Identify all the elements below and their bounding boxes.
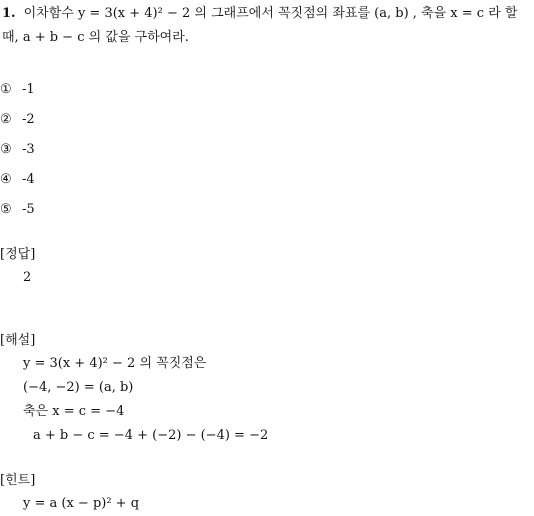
choice-value: -4 xyxy=(22,172,35,187)
choice-item-1[interactable] xyxy=(0,78,35,108)
choice-item-2[interactable] xyxy=(0,108,35,138)
choice-item-3[interactable] xyxy=(0,138,35,168)
question-number: 1. xyxy=(2,6,16,21)
answer-value: 2 xyxy=(23,270,32,285)
explanation-section xyxy=(0,330,268,448)
choice-item-5[interactable] xyxy=(0,198,35,228)
explanation-line-4: a + b − c = −4 + (−2) − (−4) = −2 xyxy=(33,428,269,443)
choice-number: ③ xyxy=(0,142,12,157)
answer-section xyxy=(0,244,35,290)
explanation-line-1: y = 3(x + 4)² − 2 의 꼭짓점은 xyxy=(23,356,207,371)
choice-list xyxy=(0,78,35,228)
hint-title: [힌트] xyxy=(0,473,36,488)
choice-number: ⑤ xyxy=(0,202,12,217)
choice-value: -5 xyxy=(22,202,35,217)
hint-section xyxy=(0,470,139,516)
explanation-line-3: 축은 x = c = −4 xyxy=(23,404,125,419)
answer-title: [정답] xyxy=(0,247,36,262)
explanation-line-2: (−4, −2) = (a, b) xyxy=(23,380,134,395)
choice-value: -2 xyxy=(22,112,35,127)
question-stem xyxy=(2,2,532,50)
question-text: 이차함수 y = 3(x + 4)² − 2 의 그래프에서 꼭짓점의 좌표를 (a, b) , 축을 x = c 라 할 때, a + b − c 의 값을 구하여라. xyxy=(2,6,518,45)
explanation-title: [해설] xyxy=(0,333,36,348)
choice-number: ④ xyxy=(0,172,12,187)
choice-item-4[interactable] xyxy=(0,168,35,198)
hint-formula: y = a (x − p)² + q xyxy=(23,496,140,511)
choice-value: -3 xyxy=(22,142,35,157)
choice-number: ① xyxy=(0,82,12,97)
choice-value: -1 xyxy=(22,82,35,97)
choice-number: ② xyxy=(0,112,12,127)
